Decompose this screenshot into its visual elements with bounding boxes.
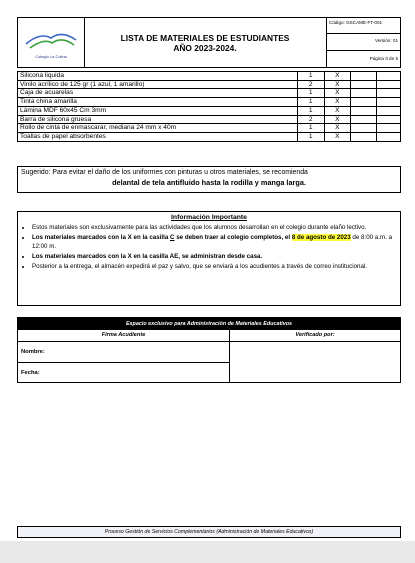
admin-columns xyxy=(18,330,400,342)
material-extra xyxy=(376,124,400,133)
title-cell xyxy=(84,18,327,67)
admin-heading: Espacio exclusivo para Administración de Materiales Educativos xyxy=(18,318,400,330)
meta-cell xyxy=(327,18,401,67)
suggestion-box xyxy=(17,166,401,193)
material-name: Tinta china amarilla xyxy=(18,98,298,107)
material-check-c: X xyxy=(324,89,350,98)
material-row xyxy=(18,72,401,81)
material-name: Silicona liquida xyxy=(18,72,298,81)
material-check-ae xyxy=(350,124,376,133)
verified-by-field[interactable] xyxy=(230,342,400,383)
material-name: Vinilo acrílico de 125 gr (1 azul, 1 amarillo) xyxy=(18,80,298,89)
material-extra xyxy=(376,132,400,141)
document-header xyxy=(17,17,401,68)
material-check-ae xyxy=(350,115,376,124)
material-extra xyxy=(376,72,400,81)
document-version: Versión: 01 xyxy=(327,34,401,50)
material-row xyxy=(18,124,401,133)
material-check-c: X xyxy=(324,115,350,124)
material-extra xyxy=(376,89,400,98)
document-year: AÑO 2023-2024. xyxy=(173,42,237,53)
material-name: Lámina MDF 60x45 Cm 3mm xyxy=(18,106,298,115)
material-row xyxy=(18,98,401,107)
guardian-fields xyxy=(18,342,230,383)
logo-text: Colegio La Colina xyxy=(35,54,67,59)
material-check-c: X xyxy=(324,132,350,141)
material-name: Rollo de cinta de enmascarar, mediana 24 mm x 40m xyxy=(18,124,298,133)
material-check-ae xyxy=(350,106,376,115)
material-check-c: X xyxy=(324,80,350,89)
suggestion-text: Sugerido: Para evitar el daño de los uniformes con pinturas u otros materiales, se recomienda xyxy=(21,169,308,176)
material-quantity: 1 xyxy=(297,124,324,133)
delivery-date: 8 de agosto de 2023 xyxy=(291,234,351,241)
important-info-box xyxy=(17,211,401,306)
material-check-ae xyxy=(350,72,376,81)
material-row xyxy=(18,89,401,98)
info-title: Información Importante xyxy=(171,214,247,221)
material-quantity: 2 xyxy=(297,115,324,124)
material-row xyxy=(18,132,401,141)
info-item: • Los materiales marcados con la X en la casilla AE, se administran desde casa. xyxy=(32,252,392,261)
page-gap xyxy=(0,541,415,563)
material-check-ae xyxy=(350,89,376,98)
logo-mountains-icon xyxy=(18,18,84,54)
guardian-signature-header: Firma Acudiente xyxy=(18,330,230,341)
info-list xyxy=(18,223,400,271)
verified-by-header: Verificado por: xyxy=(295,332,335,338)
material-extra xyxy=(376,80,400,89)
document-code: Código: GSCAME-FT-001 xyxy=(327,18,401,34)
document-title: LISTA DE MATERIALES DE ESTUDIANTES xyxy=(120,32,290,43)
material-row xyxy=(18,80,401,89)
material-name: Barra de silicona gruesa xyxy=(18,115,298,124)
admin-section xyxy=(17,317,401,383)
material-quantity: 1 xyxy=(297,106,324,115)
page-number: Página 3 de 5 xyxy=(369,55,398,61)
material-row xyxy=(18,106,401,115)
material-name: Caja de acuarelas xyxy=(18,89,298,98)
material-row xyxy=(18,115,401,124)
material-extra xyxy=(376,115,400,124)
material-check-c: X xyxy=(324,124,350,133)
material-quantity: 1 xyxy=(297,89,324,98)
material-quantity: 1 xyxy=(297,132,324,141)
suggestion-emphasis: delantal de tela antifluido hasta la rodilla y manga larga. xyxy=(112,177,306,187)
material-quantity: 1 xyxy=(297,98,324,107)
logo xyxy=(18,18,85,67)
material-check-ae xyxy=(350,80,376,89)
material-extra xyxy=(376,98,400,107)
material-quantity: 2 xyxy=(297,80,324,89)
material-check-c: X xyxy=(324,106,350,115)
material-quantity: 1 xyxy=(297,72,324,81)
name-field[interactable]: Nombre: xyxy=(18,342,229,363)
material-check-c: X xyxy=(324,98,350,107)
info-item: • Posterior a la entrega, el almacén expedirá el paz y salvo, que se enviará a los acudientes a través de correo institucional. xyxy=(32,262,392,271)
page-footer: Proceso Gestión de Servicios Complementarios (Administración de Materiales Educativos) xyxy=(17,526,401,538)
info-item: • Estos materiales son exclusivamente para las actividades que los alumnos desarrollan en el colegio durante elaño lectivo. xyxy=(32,223,392,232)
info-item: • Los materiales marcados con la X en la casilla C se deben traer al colegio completos, el 8 de agosto de 2023 de 8:00 a.m. a 12:00 m. xyxy=(32,233,392,251)
materials-table xyxy=(17,71,401,142)
material-name: Toallas de papel absorbentes xyxy=(18,132,298,141)
material-check-ae xyxy=(350,98,376,107)
date-field[interactable]: Fecha: xyxy=(21,370,40,376)
admin-body xyxy=(18,342,400,383)
material-check-c: X xyxy=(324,72,350,81)
material-extra xyxy=(376,106,400,115)
material-check-ae xyxy=(350,132,376,141)
